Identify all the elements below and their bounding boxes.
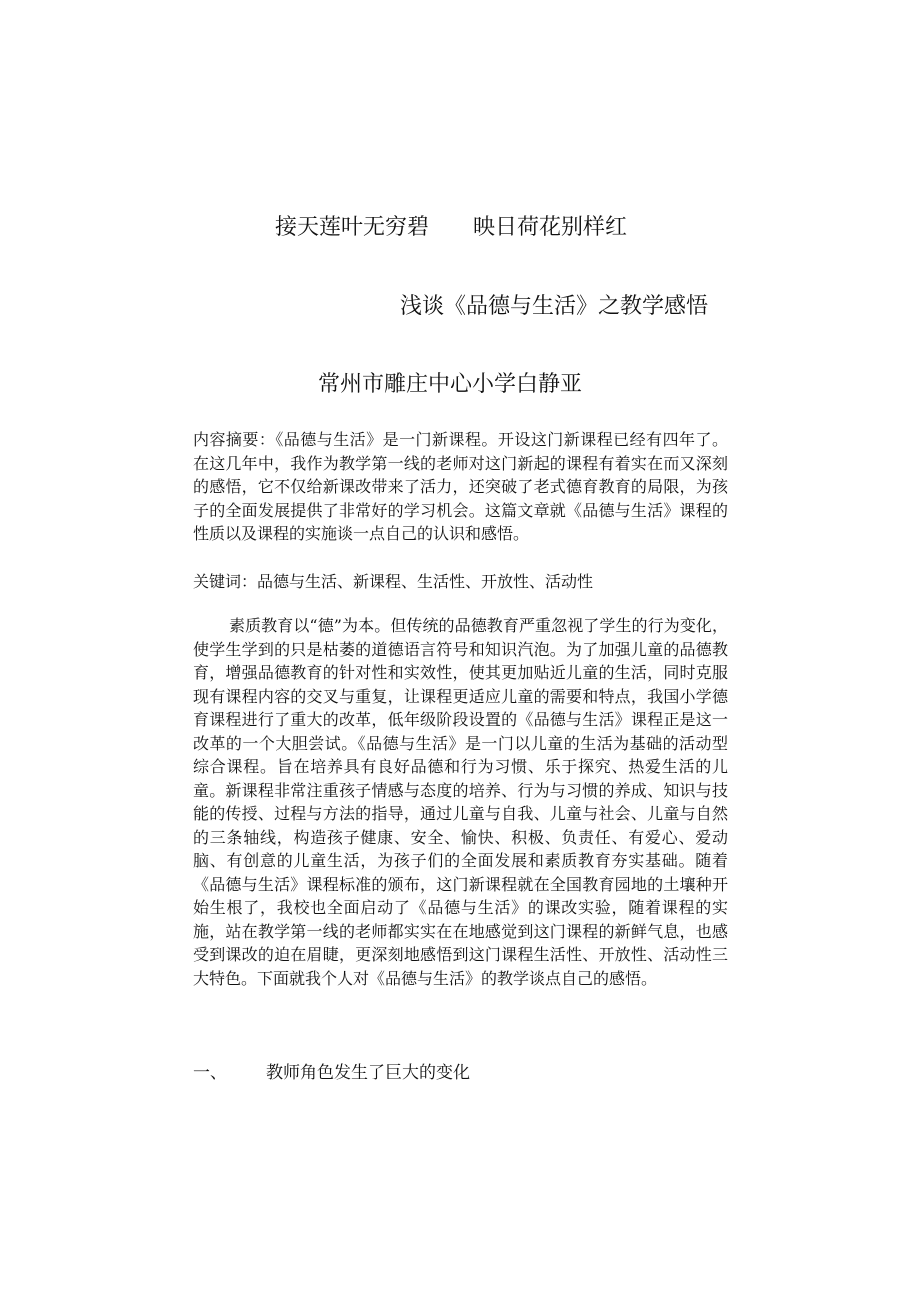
section-heading: [193, 1058, 470, 1083]
main-title-part2: 映日荷花别样红: [473, 215, 628, 240]
subtitle: 浅谈《品德与生活》之教学感悟: [400, 294, 709, 319]
abstract-paragraph: 内容摘要：《品德与生活》是一门新课程。开设这门新课程已经有四年了。在这几年中，我作为教学第一线的老师对这门新起的课程有着实在而又深刻的感悟，它不仅给新课改带来了活力，还突破了老式德育教育的局限，为孩子的全面发展提供了非常好的学习机会。这篇文章就《品德与生活》课程的性质以及课程的实施谈一点自己的认识和感悟。: [193, 430, 728, 543]
keywords-line: 关键词：品德与生活、新课程、生活性、开放性、活动性: [193, 572, 594, 591]
main-title-part1: 接天莲叶无穷碧: [275, 215, 430, 240]
author-line: 常州市雕庄中心小学白静亚: [318, 372, 583, 397]
section-title: 教师角色发生了巨大的变化: [266, 1063, 470, 1083]
section-number: 一、: [193, 1063, 227, 1083]
main-title: [275, 210, 627, 241]
body-paragraph: 素质教育以“德”为本。但传统的品德教育严重忽视了学生的行为变化，使学生学到的只是枯萎的道德语言符号和知识汽泡。为了加强儿童的品德教育，增强品德教育的针对性和实效性，使其更加贴近儿童的生活，同时克服现有课程内容的交叉与重复，让课程更适应儿童的需要和特点，我国小学德育课程进行了重大的改革，低年级阶段设置的《品德与生活》课程正是这一改革的一个大胆尝试。《品德与生活》是一门以儿童的生活为基础的活动型综合课程。旨在培养具有良好品德和行为习惯、乐于探究、热爱生活的儿童。新课程非常注重孩子情感与态度的培养、行为与习惯的养成、知识与技能的传授、过程与方法的指导，通过儿童与自我、儿童与社会、儿童与自然的三条轴线，构造孩子健康、安全、愉快、积极、负责任、有爱心、爱动脑、有创意的儿童生活，为孩子们的全面发展和素质教育夯实基础。随着《品德与生活》课程标准的颁布，这门新课程就在全国教育园地的土壤种开始生根了，我校也全面启动了《品德与生活》的课改实验，随着课程的实施，站在教学第一线的老师都实实在在地感觉到这门课程的新鲜气息，也感受到课改的迫在眉睫，更深刻地感悟到这门课程生活性、开放性、活动性三大特色。下面就我个人对《品德与生活》的教学谈点自己的感悟。: [193, 616, 728, 988]
